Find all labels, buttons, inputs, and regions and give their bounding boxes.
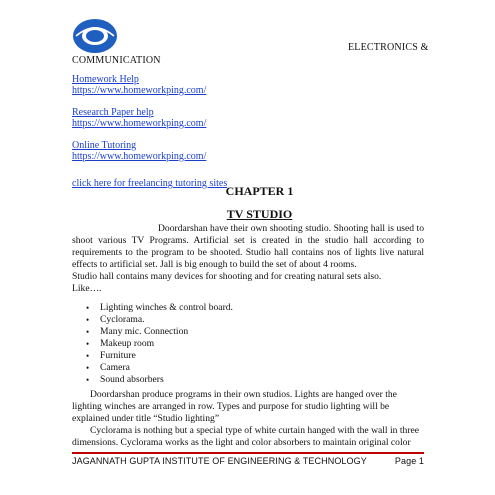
- list-item: • Makeup room: [100, 338, 424, 350]
- homework-help-link[interactable]: Homework Help: [72, 74, 139, 85]
- list-item: • Cyclorama.: [100, 314, 424, 326]
- research-paper-link[interactable]: Research Paper help: [72, 107, 154, 118]
- paragraph-intro: [72, 223, 424, 271]
- research-paper-url[interactable]: https://www.homeworkping.com/: [72, 118, 207, 129]
- list-item: • Many mic. Connection: [100, 326, 424, 338]
- paragraph-lighting: Doordarshan produce programs in their own studios. Lights are hanged over the lighting winches are arranged in row. Types and purpose for studio lighting will be explained under title “Studio lighting”: [72, 389, 397, 424]
- paragraph-devices: Studio hall contains many devices for shooting and for creating natural sets also.: [72, 271, 382, 282]
- link-group-research: [72, 107, 372, 129]
- footer-rule: [72, 452, 424, 454]
- link-group-tutoring: [72, 140, 372, 162]
- body-text: [72, 223, 424, 386]
- link-list: [72, 74, 372, 173]
- paragraph-like: Like….: [72, 283, 102, 294]
- list-item: • Furniture: [100, 350, 424, 362]
- list-item: • Lighting winches & control board.: [100, 302, 424, 314]
- page-footer: [72, 456, 424, 466]
- chapter-title: CHAPTER 1: [225, 184, 294, 198]
- online-tutoring-url[interactable]: https://www.homeworkping.com/: [72, 151, 207, 162]
- online-tutoring-link[interactable]: Online Tutoring: [72, 140, 137, 151]
- paragraph-cyclorama: Cyclorama is nothing but a special type of white curtain hanged with the wall in three dimensions. Cyclorama works as the light and color absorbers to maintain original color: [72, 425, 420, 448]
- list-item: • Camera: [100, 362, 424, 374]
- body-text-lower: [72, 389, 424, 449]
- list-item: • Sound absorbers: [100, 374, 424, 386]
- doordarshan-logo-icon: [72, 18, 118, 54]
- paragraph-intro-text: Doordarshan have their own shooting studio. Shooting hall is used to shoot various TV Programs. Artificial set is created in the studio hall according to requirements to the program to be shooted. Studio hall contains nos of lights live natural effects to artificial set. Jall is big enough to build the set of about 4 rooms.: [72, 223, 424, 270]
- homework-help-url[interactable]: https://www.homeworkping.com/: [72, 85, 207, 96]
- freelance-tutoring-link[interactable]: click here for freelancing tutoring sites: [72, 178, 228, 189]
- section-title-wrap: [0, 207, 495, 222]
- section-title: TV STUDIO: [226, 207, 293, 221]
- footer-institute: JAGANNATH GUPTA INSTITUTE OF ENGINEERING & TECHNOLOGY: [72, 456, 367, 466]
- header-department: ELECTRONICS &: [348, 42, 429, 53]
- header-department-cont: COMMUNICATION: [72, 55, 161, 66]
- page-number: Page 1: [394, 456, 424, 466]
- link-group-homework: [72, 74, 372, 96]
- device-list: [72, 302, 424, 386]
